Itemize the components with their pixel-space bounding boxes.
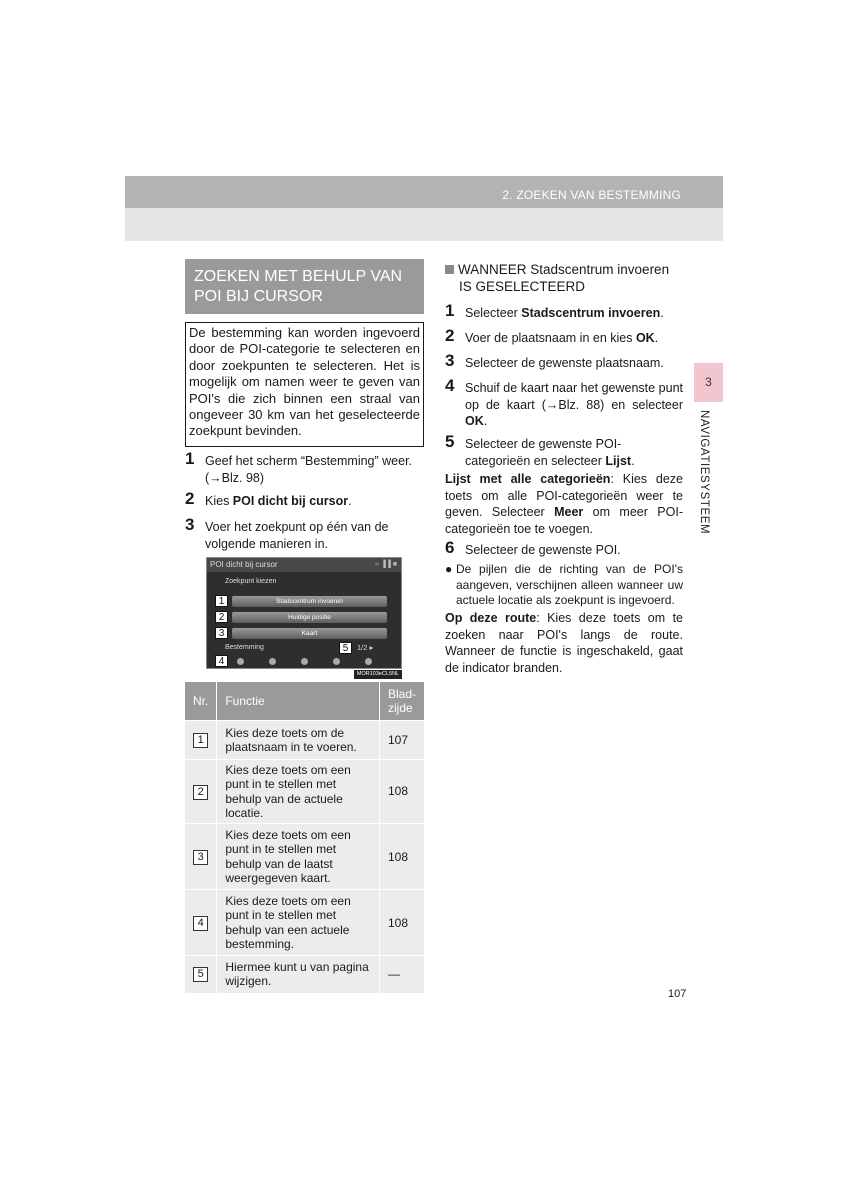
row-function: Kies deze toets om een punt in te stellen met behulp van de actuele locatie.: [217, 760, 380, 824]
right-step-4: [445, 376, 683, 430]
step-number: 2: [185, 489, 195, 508]
step-text: Voer de plaatsnaam in en kies OK.: [465, 331, 659, 345]
right-step-6: [445, 538, 683, 559]
current-position-button[interactable]: Huidige positie: [232, 612, 387, 623]
step-number: 3: [185, 515, 195, 534]
route-note: Op deze route: Kies deze toets om te zoeken naar POI's langs de route. Wanneer de functie is ingeschakeld, gaat de indicator branden.: [445, 611, 683, 675]
list-all-categories-note: Lijst met alle categorieën: Kies deze toets om alle POI-categorieën weer te geven. Selecteer Meer om meer POI-categorieën toe te voegen.: [445, 472, 683, 536]
table-header-row: [185, 682, 424, 721]
right-step-3: [445, 351, 683, 372]
page-number: 107: [668, 988, 687, 1000]
callout-4: 4: [215, 655, 228, 667]
callout-2: 2: [215, 611, 228, 623]
step-1: [185, 449, 424, 486]
image-code: MOR103eCL5NL: [354, 670, 402, 679]
chapter-tab-label: NAVIGATIESYSTEEM: [698, 410, 710, 535]
callout-3: 3: [215, 627, 228, 639]
header-subbar: [125, 208, 723, 241]
step-text: Selecteer de gewenste POI.: [465, 543, 621, 557]
step-2: [185, 489, 424, 510]
table-row: [185, 721, 424, 760]
intro-box: De bestemming kan worden ingevoerd door de POI-categorie te selecteren en door zoekpunten te selecteren. Het is mogelijk om namen weer te geven van POI's die zich binnen een straal van ongeveer 30 km van het geselecteerde zoekpunt bevinden.: [185, 322, 424, 447]
bullet-note: ● De pijlen die de richting van de POI's aangeven, verschijnen alleen wanneer uw actuele locatie als zoekpunt is ingevoerd.: [445, 562, 683, 607]
map-button[interactable]: Kaart: [232, 628, 387, 639]
page-indicator[interactable]: 1/2 ▸: [357, 643, 374, 652]
callout-1: 1: [215, 595, 228, 607]
row-number: 4: [193, 916, 208, 931]
table-row: [185, 760, 424, 824]
step-number: 4: [445, 376, 455, 395]
header-bar: [125, 176, 723, 208]
row-number: 5: [193, 967, 208, 982]
function-table: [185, 682, 424, 993]
row-page: 107: [379, 721, 424, 760]
row-function: Kies deze toets om een punt in te stellen met behulp van de laatst weergegeven kaart.: [217, 824, 380, 890]
right-step-1: [445, 301, 683, 322]
step-text: Voer het zoekpunt op één van de volgende manieren in.: [205, 520, 389, 551]
callout-5: 5: [339, 642, 352, 654]
step-text: Selecteer Stadscentrum invoeren.: [465, 306, 664, 320]
chapter-tab: [694, 363, 723, 402]
row-number: 1: [193, 733, 208, 748]
step-text: Geef het scherm “Bestemming” weer. (→Blz. 98): [205, 454, 413, 485]
step-text: Kies POI dicht bij cursor.: [205, 494, 352, 508]
step-text: Selecteer de gewenste POI-categorieën en selecteer Lijst.: [465, 437, 635, 468]
step-number: 5: [445, 432, 455, 451]
row-page: —: [379, 956, 424, 993]
row-function: Hiermee kunt u van pagina wijzigen.: [217, 956, 380, 993]
step-text: Schuif de kaart naar het gewenste punt op de kaart (→Blz. 88) en selecteer OK.: [465, 381, 683, 428]
row-page: 108: [379, 824, 424, 890]
right-step-5: [445, 432, 683, 469]
shortcut-dot[interactable]: [333, 658, 340, 665]
shortcut-dot[interactable]: [365, 658, 372, 665]
step-number: 1: [185, 449, 195, 468]
chapter-title: 2. ZOEKEN VAN BESTEMMING: [502, 188, 681, 202]
table-row: [185, 890, 424, 956]
section-title: ZOEKEN MET BEHULP VAN POI BIJ CURSOR: [185, 259, 424, 314]
screen-header: [207, 558, 401, 572]
screen-illustration: [206, 557, 402, 669]
row-function: Kies deze toets om de plaatsnaam in te voeren.: [217, 721, 380, 760]
row-function: Kies deze toets om een punt in te stellen met behulp van een actuele bestemming.: [217, 890, 380, 956]
step-3: [185, 515, 424, 552]
screen-subtitle: Zoekpunt kiezen: [225, 578, 277, 585]
row-number: 3: [193, 850, 208, 865]
bullet-dot-icon: ●: [445, 562, 453, 576]
step-number: 1: [445, 301, 455, 320]
chapter-tab-number: 3: [705, 375, 712, 389]
col-nr: Nr.: [185, 682, 217, 721]
col-function: Functie: [217, 682, 380, 721]
screen-title: POI dicht bij cursor: [210, 560, 278, 569]
row-page: 108: [379, 760, 424, 824]
shortcut-dot[interactable]: [301, 658, 308, 665]
step-text: Selecteer de gewenste plaatsnaam.: [465, 356, 664, 370]
shortcut-dot[interactable]: [237, 658, 244, 665]
shortcut-dot[interactable]: [269, 658, 276, 665]
table-row: [185, 956, 424, 993]
city-center-button[interactable]: Stadscentrum invoeren: [232, 596, 387, 607]
table-row: [185, 824, 424, 890]
step-number: 2: [445, 326, 455, 345]
destination-label: Bestemming: [225, 644, 264, 651]
status-icons: ≈ ▐▐ ■: [375, 561, 397, 568]
square-bullet-icon: [445, 265, 454, 274]
subsection-heading: WANNEER Stadscentrum invoeren IS GESELECTEERD: [445, 262, 669, 295]
step-number: 6: [445, 538, 455, 557]
right-step-2: [445, 326, 683, 347]
col-page: Blad-zijde: [379, 682, 424, 721]
row-page: 108: [379, 890, 424, 956]
step-number: 3: [445, 351, 455, 370]
row-number: 2: [193, 785, 208, 800]
